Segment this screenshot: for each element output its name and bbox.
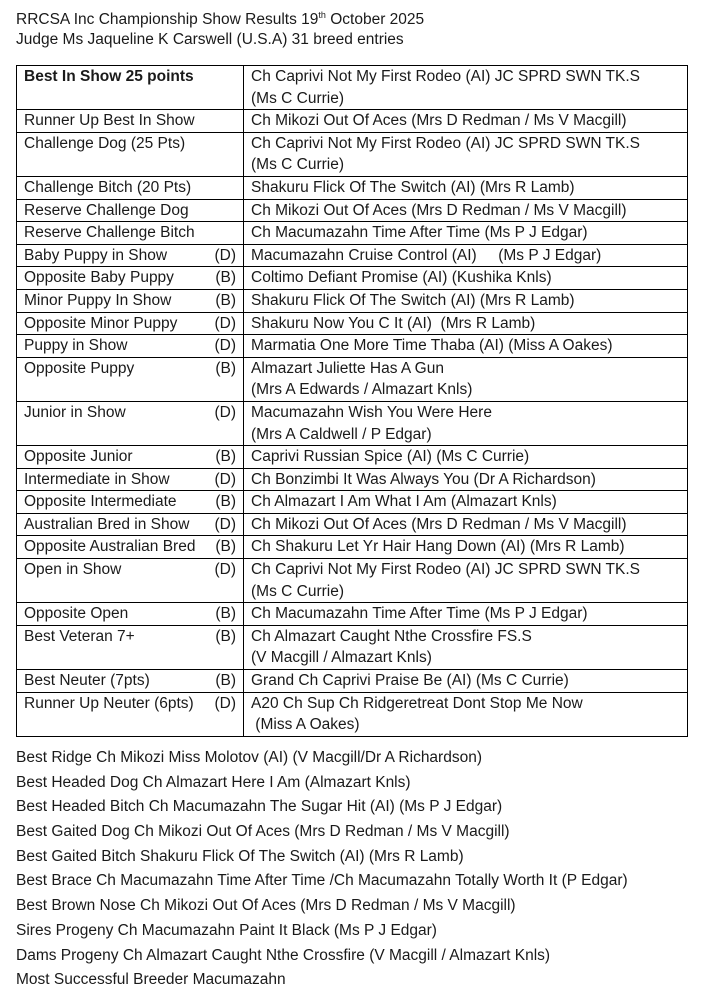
result-row — [17, 110, 688, 133]
show-title-post: October 2025 — [325, 11, 425, 28]
winner-line: Ch Macumazahn Time After Time (Ms P J Edgar) — [251, 224, 588, 242]
award-cell-content — [24, 110, 236, 132]
award-sex: (B) — [215, 291, 236, 309]
award-cell-content — [24, 446, 236, 468]
award-label: Opposite Minor Puppy — [24, 314, 178, 332]
winner-line: Macumazahn Wish You Were Here — [251, 403, 492, 421]
award-cell — [17, 222, 244, 245]
award-sex: (D) — [214, 470, 236, 488]
special-award-line: Best Headed Bitch Ch Macumazahn The Sugar Hit (AI) (Ms P J Edgar) — [16, 798, 503, 816]
winner-cell — [244, 132, 688, 176]
award-cell — [17, 244, 244, 267]
result-row — [17, 670, 688, 693]
result-row — [17, 491, 688, 514]
result-row — [17, 401, 688, 445]
award-sex: (D) — [214, 694, 236, 712]
award-cell-content — [24, 491, 236, 513]
result-row — [17, 222, 688, 245]
results-table — [16, 65, 688, 737]
winner-line: Grand Ch Caprivi Praise Be (AI) (Ms C Currie) — [251, 672, 569, 690]
winner-line: Ch Almazart I Am What I Am (Almazart Knls) — [251, 493, 557, 511]
result-row — [17, 357, 688, 401]
award-cell-content — [24, 133, 236, 155]
award-sex: (D) — [214, 561, 236, 579]
result-row — [17, 66, 688, 110]
award-label: Best Neuter (7pts) — [24, 672, 150, 690]
result-row — [17, 625, 688, 669]
winner-cell — [244, 603, 688, 626]
result-row — [17, 692, 688, 736]
award-cell-content — [24, 603, 236, 625]
date-ordinal-suffix: th — [318, 10, 326, 20]
winner-line: (V Macgill / Almazart Knls) — [251, 649, 432, 667]
award-sex: (B) — [215, 448, 236, 466]
result-row — [17, 468, 688, 491]
award-cell — [17, 468, 244, 491]
award-label: Best In Show 25 points — [24, 68, 194, 85]
award-cell-content — [24, 335, 236, 357]
award-label: Challenge Dog (25 Pts) — [24, 134, 186, 152]
winner-cell — [244, 536, 688, 559]
award-label: Intermediate in Show — [24, 470, 170, 488]
winner-cell — [244, 625, 688, 669]
award-cell — [17, 110, 244, 133]
winner-line: Macumazahn Cruise Control (AI) (Ms P J Edgar) — [251, 246, 602, 264]
award-label: Minor Puppy In Show — [24, 291, 172, 309]
special-award-line: Best Gaited Bitch Shakuru Flick Of The Switch (AI) (Mrs R Lamb) — [16, 847, 464, 865]
award-cell-content — [24, 402, 236, 424]
winner-line: (Ms C Currie) — [251, 582, 344, 600]
award-cell-content — [24, 693, 236, 715]
special-award-line: Sires Progeny Ch Macumazahn Paint It Black (Ms P J Edgar) — [16, 921, 437, 939]
award-label: Challenge Bitch (20 Pts) — [24, 178, 192, 196]
winner-cell — [244, 335, 688, 358]
winner-line: Ch Mikozi Out Of Aces (Mrs D Redman / Ms V Macgill) — [251, 201, 627, 219]
winner-cell — [244, 66, 688, 110]
award-cell — [17, 357, 244, 401]
winner-cell — [244, 176, 688, 199]
winner-line: Ch Caprivi Not My First Rodeo (AI) JC SPRD SWN TK.S — [251, 134, 641, 152]
award-label: Opposite Baby Puppy — [24, 269, 174, 287]
winner-line: Caprivi Russian Spice (AI) (Ms C Currie) — [251, 448, 530, 466]
winner-line: Shakuru Flick Of The Switch (AI) (Mrs R Lamb) — [251, 178, 575, 196]
result-row — [17, 536, 688, 559]
winner-cell — [244, 312, 688, 335]
award-cell — [17, 491, 244, 514]
winner-cell — [244, 401, 688, 445]
special-award-line: Best Ridge Ch Mikozi Miss Molotov (AI) (V Macgill/Dr A Richardson) — [16, 749, 482, 766]
result-row — [17, 446, 688, 469]
award-cell — [17, 692, 244, 736]
winner-cell — [244, 446, 688, 469]
winner-cell — [244, 222, 688, 245]
winner-cell — [244, 513, 688, 536]
award-sex: (B) — [215, 627, 236, 645]
result-row — [17, 267, 688, 290]
award-cell-content — [24, 200, 236, 222]
show-title-pre: RRCSA Inc Championship Show Results 19 — [16, 11, 319, 28]
award-cell — [17, 401, 244, 445]
award-cell — [17, 335, 244, 358]
award-label: Junior in Show — [24, 403, 126, 421]
award-cell — [17, 513, 244, 536]
document-header — [16, 4, 424, 54]
winner-line: Almazart Juliette Has A Gun — [251, 359, 444, 377]
award-label: Runner Up Best In Show — [24, 112, 195, 130]
award-label: Opposite Australian Bred — [24, 538, 196, 556]
award-label: Australian Bred in Show — [24, 515, 190, 533]
award-sex: (B) — [215, 605, 236, 623]
result-row — [17, 132, 688, 176]
result-row — [17, 289, 688, 312]
winner-cell — [244, 110, 688, 133]
award-sex: (B) — [215, 493, 236, 511]
award-cell-content — [24, 177, 236, 199]
result-row — [17, 199, 688, 222]
winner-line: (Mrs A Edwards / Almazart Knls) — [251, 381, 473, 399]
award-cell-content — [24, 222, 236, 244]
winner-line: Ch Almazart Caught Nthe Crossfire FS.S — [251, 627, 532, 645]
award-cell-content — [24, 514, 236, 536]
award-label: Opposite Intermediate — [24, 493, 177, 511]
award-cell — [17, 66, 244, 110]
winner-cell — [244, 670, 688, 693]
award-cell — [17, 132, 244, 176]
winner-line: A20 Ch Sup Ch Ridgeretreat Dont Stop Me Now — [251, 694, 583, 712]
award-cell — [17, 199, 244, 222]
award-cell-content — [24, 313, 236, 335]
result-row — [17, 312, 688, 335]
result-row — [17, 176, 688, 199]
award-label: Best Veteran 7+ — [24, 627, 135, 645]
winner-line: Shakuru Now You C It (AI) (Mrs R Lamb) — [251, 314, 536, 332]
award-cell-content — [24, 559, 236, 581]
winner-line: Ch Bonzimbi It Was Always You (Dr A Richardson) — [251, 470, 596, 488]
winner-line: Ch Shakuru Let Yr Hair Hang Down (AI) (Mrs R Lamb) — [251, 538, 625, 556]
winner-line: Ch Caprivi Not My First Rodeo (AI) JC SPRD SWN TK.S — [251, 68, 641, 85]
award-label: Baby Puppy in Show — [24, 246, 168, 264]
award-sex: (B) — [215, 538, 236, 556]
result-row — [17, 244, 688, 267]
result-row — [17, 559, 688, 603]
award-cell — [17, 267, 244, 290]
winner-line: (Mrs A Caldwell / P Edgar) — [251, 425, 432, 443]
award-label: Puppy in Show — [24, 337, 128, 355]
special-award-line: Best Headed Dog Ch Almazart Here I Am (Almazart Knls) — [16, 773, 411, 791]
award-label: Opposite Open — [24, 605, 129, 623]
award-sex: (B) — [215, 359, 236, 377]
award-label: Opposite Junior — [24, 448, 133, 466]
award-label: Opposite Puppy — [24, 359, 135, 377]
special-award-line: Best Brace Ch Macumazahn Time After Time /Ch Macumazahn Totally Worth It (P Edgar) — [16, 872, 628, 890]
award-cell-content — [24, 358, 236, 380]
award-cell — [17, 670, 244, 693]
winner-line: Ch Mikozi Out Of Aces (Mrs D Redman / Ms V Macgill) — [251, 112, 627, 130]
winner-cell — [244, 199, 688, 222]
winner-line: (Miss A Oakes) — [251, 716, 360, 734]
winner-line: Marmatia One More Time Thaba (AI) (Miss A Oakes) — [251, 337, 613, 355]
award-cell — [17, 176, 244, 199]
special-award-line: Most Successful Breeder Macumazahn — [16, 971, 286, 989]
winner-cell — [244, 289, 688, 312]
award-label: Runner Up Neuter (6pts) — [24, 694, 194, 712]
award-label: Reserve Challenge Bitch — [24, 224, 195, 242]
award-cell-content — [24, 626, 236, 648]
award-sex: (B) — [215, 672, 236, 690]
winner-cell — [244, 491, 688, 514]
special-award-line: Dams Progeny Ch Almazart Caught Nthe Crossfire (V Macgill / Almazart Knls) — [16, 946, 551, 964]
result-row — [17, 603, 688, 626]
award-cell — [17, 603, 244, 626]
show-title — [16, 4, 424, 29]
winner-cell — [244, 468, 688, 491]
winner-line: Coltimo Defiant Promise (AI) (Kushika Knls) — [251, 269, 552, 287]
winner-line: Ch Caprivi Not My First Rodeo (AI) JC SPRD SWN TK.S — [251, 561, 641, 579]
winner-cell — [244, 244, 688, 267]
results-table-body — [17, 66, 688, 737]
award-cell-content — [24, 267, 236, 289]
winner-line: Ch Mikozi Out Of Aces (Mrs D Redman / Ms V Macgill) — [251, 515, 627, 533]
award-cell-content — [24, 536, 236, 558]
special-awards-list — [16, 746, 628, 993]
award-cell-content — [24, 290, 236, 312]
award-cell — [17, 446, 244, 469]
winner-cell — [244, 692, 688, 736]
award-cell-content — [24, 670, 236, 692]
winner-line: Ch Macumazahn Time After Time (Ms P J Edgar) — [251, 605, 588, 623]
award-label: Open in Show — [24, 561, 122, 579]
result-row — [17, 335, 688, 358]
award-sex: (D) — [214, 337, 236, 355]
award-cell-content — [24, 245, 236, 267]
award-label: Reserve Challenge Dog — [24, 201, 189, 219]
award-sex: (B) — [215, 269, 236, 287]
winner-cell — [244, 267, 688, 290]
award-cell — [17, 559, 244, 603]
award-sex: (D) — [214, 515, 236, 533]
award-cell — [17, 625, 244, 669]
judge-line: Judge Ms Jaqueline K Carswell (U.S.A) 31 breed entries — [16, 31, 404, 48]
award-sex: (D) — [214, 314, 236, 332]
result-row — [17, 513, 688, 536]
winner-cell — [244, 559, 688, 603]
winner-cell — [244, 357, 688, 401]
winner-line: (Ms C Currie) — [251, 156, 344, 174]
award-sex: (D) — [214, 246, 236, 264]
winner-line: (Ms C Currie) — [251, 89, 344, 107]
winner-line: Shakuru Flick Of The Switch (AI) (Mrs R Lamb) — [251, 291, 575, 309]
special-award-line: Best Brown Nose Ch Mikozi Out Of Aces (Mrs D Redman / Ms V Macgill) — [16, 897, 516, 915]
award-cell — [17, 312, 244, 335]
award-sex: (D) — [214, 403, 236, 421]
award-cell — [17, 289, 244, 312]
award-cell-content — [24, 66, 236, 88]
award-cell-content — [24, 469, 236, 491]
award-cell — [17, 536, 244, 559]
special-award-line: Best Gaited Dog Ch Mikozi Out Of Aces (Mrs D Redman / Ms V Macgill) — [16, 823, 510, 841]
